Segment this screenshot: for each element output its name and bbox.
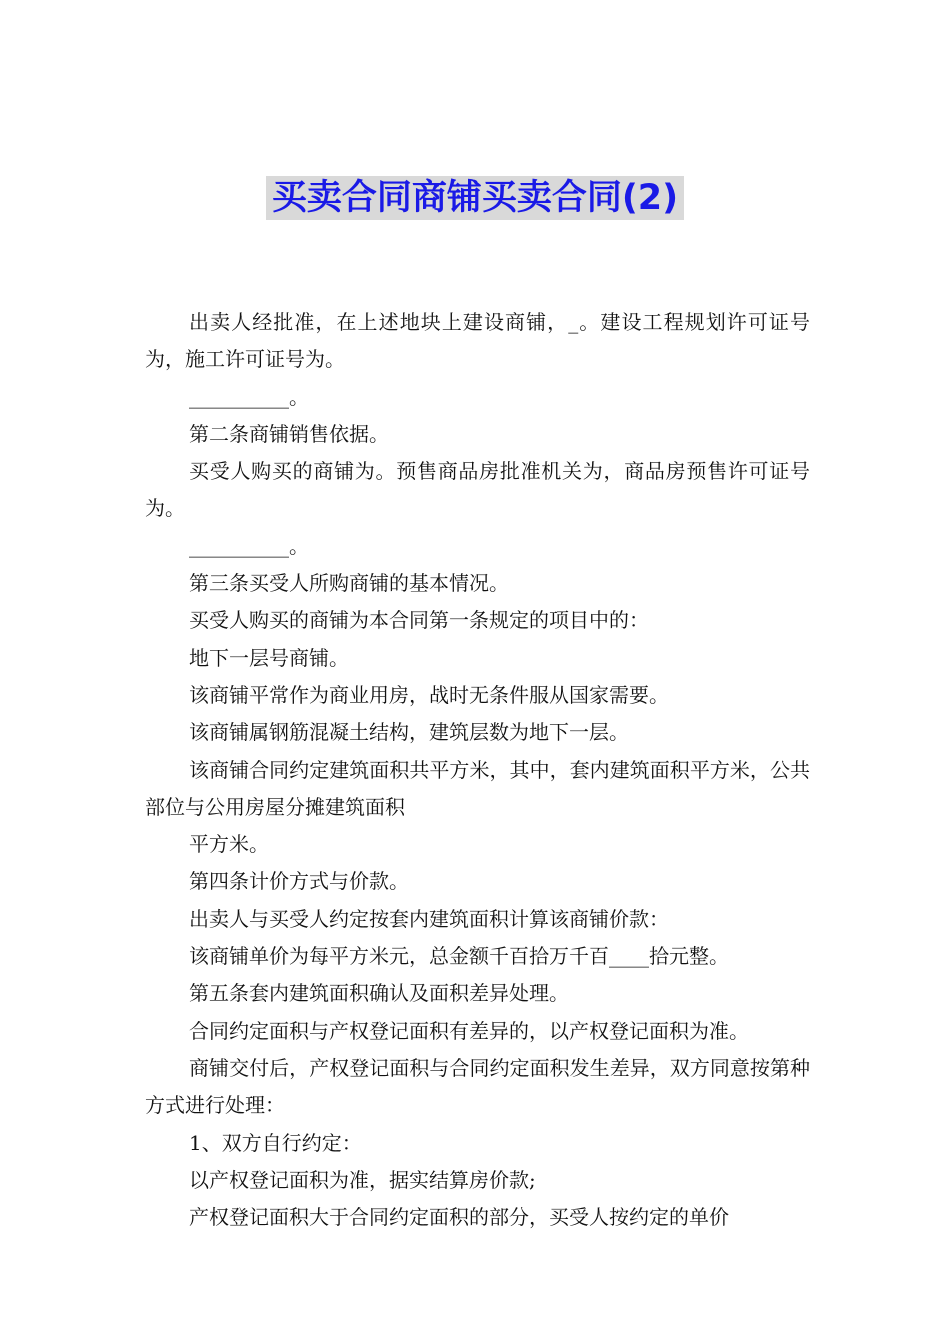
paragraph: 买受人购买的商铺为。预售商品房批准机关为，商品房预售许可证号为。: [145, 459, 810, 521]
paragraph: 出卖人经批准，在上述地块上建设商铺，_。建设工程规划许可证号为，施工许可证号为。: [145, 310, 810, 372]
paragraph: 商铺交付后，产权登记面积与合同约定面积发生差异，双方同意按第种方式进行处理：: [145, 1055, 810, 1118]
paragraph: 该商铺单价为每平方米元，总金额千百拾万千百____拾元整。: [189, 944, 729, 969]
paragraph: 第五条套内建筑面积确认及面积差异处理。: [189, 981, 569, 1006]
paragraph: 以产权登记面积为准，据实结算房价款;: [189, 1167, 536, 1192]
paragraph: 1、双方自行约定：: [189, 1130, 362, 1155]
paragraph: 合同约定面积与产权登记面积有差异的，以产权登记面积为准。: [189, 1018, 749, 1043]
paragraph: 产权登记面积大于合同约定面积的部分，买受人按约定的单价: [189, 1205, 729, 1230]
paragraph: 该商铺平常作为商业用房，战时无条件服从国家需要。: [189, 682, 669, 707]
paragraph: 地下一层号商铺。: [189, 645, 349, 670]
paragraph: 买受人购买的商铺为本合同第一条规定的项目中的：: [189, 608, 649, 633]
paragraph: 第四条计价方式与价款。: [189, 869, 409, 894]
paragraph: 第二条商铺销售依据。: [189, 421, 389, 446]
paragraph: __________。: [189, 384, 309, 409]
paragraph: 出卖人与买受人约定按套内建筑面积计算该商铺价款：: [189, 906, 669, 931]
paragraph: 第三条买受人所购商铺的基本情况。: [189, 571, 509, 596]
paragraph: 平方米。: [189, 832, 269, 857]
title-container: [0, 176, 950, 220]
document-title: 买卖合同商铺买卖合同(2): [266, 176, 684, 220]
document-body: [145, 304, 810, 1236]
paragraph: __________。: [189, 533, 309, 558]
paragraph: 该商铺属钢筋混凝土结构，建筑层数为地下一层。: [189, 720, 629, 745]
paragraph: 该商铺合同约定建筑面积共平方米，其中，套内建筑面积平方米，公共部位与公用房屋分摊建筑面积: [145, 757, 810, 819]
